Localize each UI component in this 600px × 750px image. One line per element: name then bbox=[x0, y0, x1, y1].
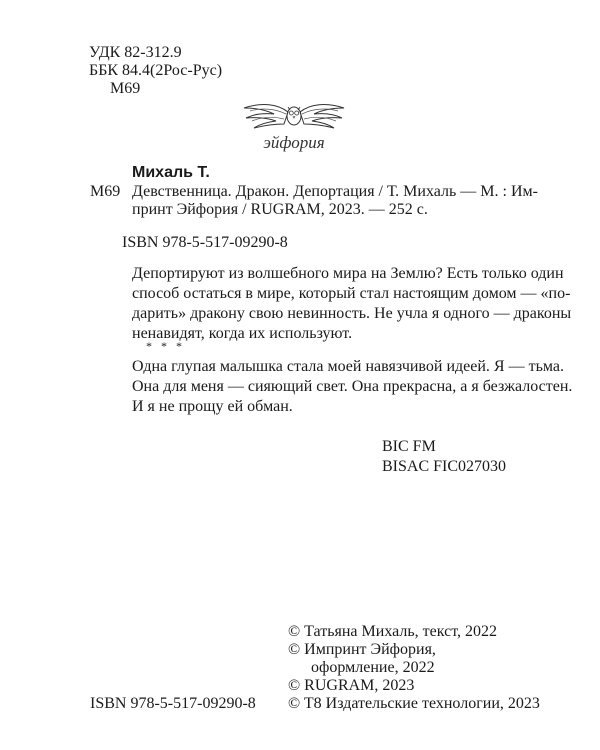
logo-text: эйфория bbox=[263, 133, 325, 152]
copyright-line: © Импринт Эйфория, bbox=[288, 641, 436, 658]
annotation-line: Одна глупая малышка стала моей навязчивой идеей. Я — тьма. bbox=[132, 358, 564, 375]
isbn-bottom: ISBN 978-5-517-09290-8 bbox=[90, 695, 256, 712]
copyright-line: оформление, 2022 bbox=[311, 659, 435, 676]
bibliographic-line: принт Эйфория / RUGRAM, 2023. — 252 с. bbox=[132, 201, 428, 218]
annotation-line: способ остаться в мире, который стал настоящим домом — «по- bbox=[132, 285, 571, 302]
author-name: Михаль Т. bbox=[132, 164, 210, 181]
cutter-code: М69 bbox=[110, 80, 141, 97]
bbk-code: ББК 84.4(2Рос-Рус) bbox=[89, 62, 223, 79]
cutter-code-entry: М69 bbox=[90, 183, 121, 200]
annotation-line: Она для меня — сияющий свет. Она прекрасна, а я безжалостен. bbox=[132, 378, 573, 395]
bic-code: BIC FM bbox=[382, 438, 436, 455]
udc-code: УДК 82-312.9 bbox=[89, 44, 182, 61]
annotation-line: Депортируют из волшебного мира на Землю? Есть только один bbox=[132, 265, 564, 282]
publisher-logo bbox=[238, 96, 350, 156]
bibliographic-line: Девственница. Дракон. Депортация / Т. Михаль — М. : Им- bbox=[132, 183, 538, 200]
annotation-line: И я не прощу ей обман. bbox=[132, 398, 293, 415]
annotation-line: дарить» дракону свою невинность. Не учла я одного — драконы bbox=[132, 305, 572, 322]
annotation-line: ненавидят, когда их используют. bbox=[132, 325, 353, 342]
bisac-code: BISAC FIC027030 bbox=[382, 458, 507, 475]
section-separator: * * * bbox=[146, 339, 185, 353]
copyright-line: © Татьяна Михаль, текст, 2022 bbox=[288, 623, 497, 640]
copyright-line: © T8 Издательские технологии, 2023 bbox=[288, 695, 540, 712]
owl-wings-icon bbox=[238, 96, 350, 156]
copyright-line: © RUGRAM, 2023 bbox=[288, 677, 415, 694]
isbn: ISBN 978-5-517-09290-8 bbox=[122, 234, 288, 251]
